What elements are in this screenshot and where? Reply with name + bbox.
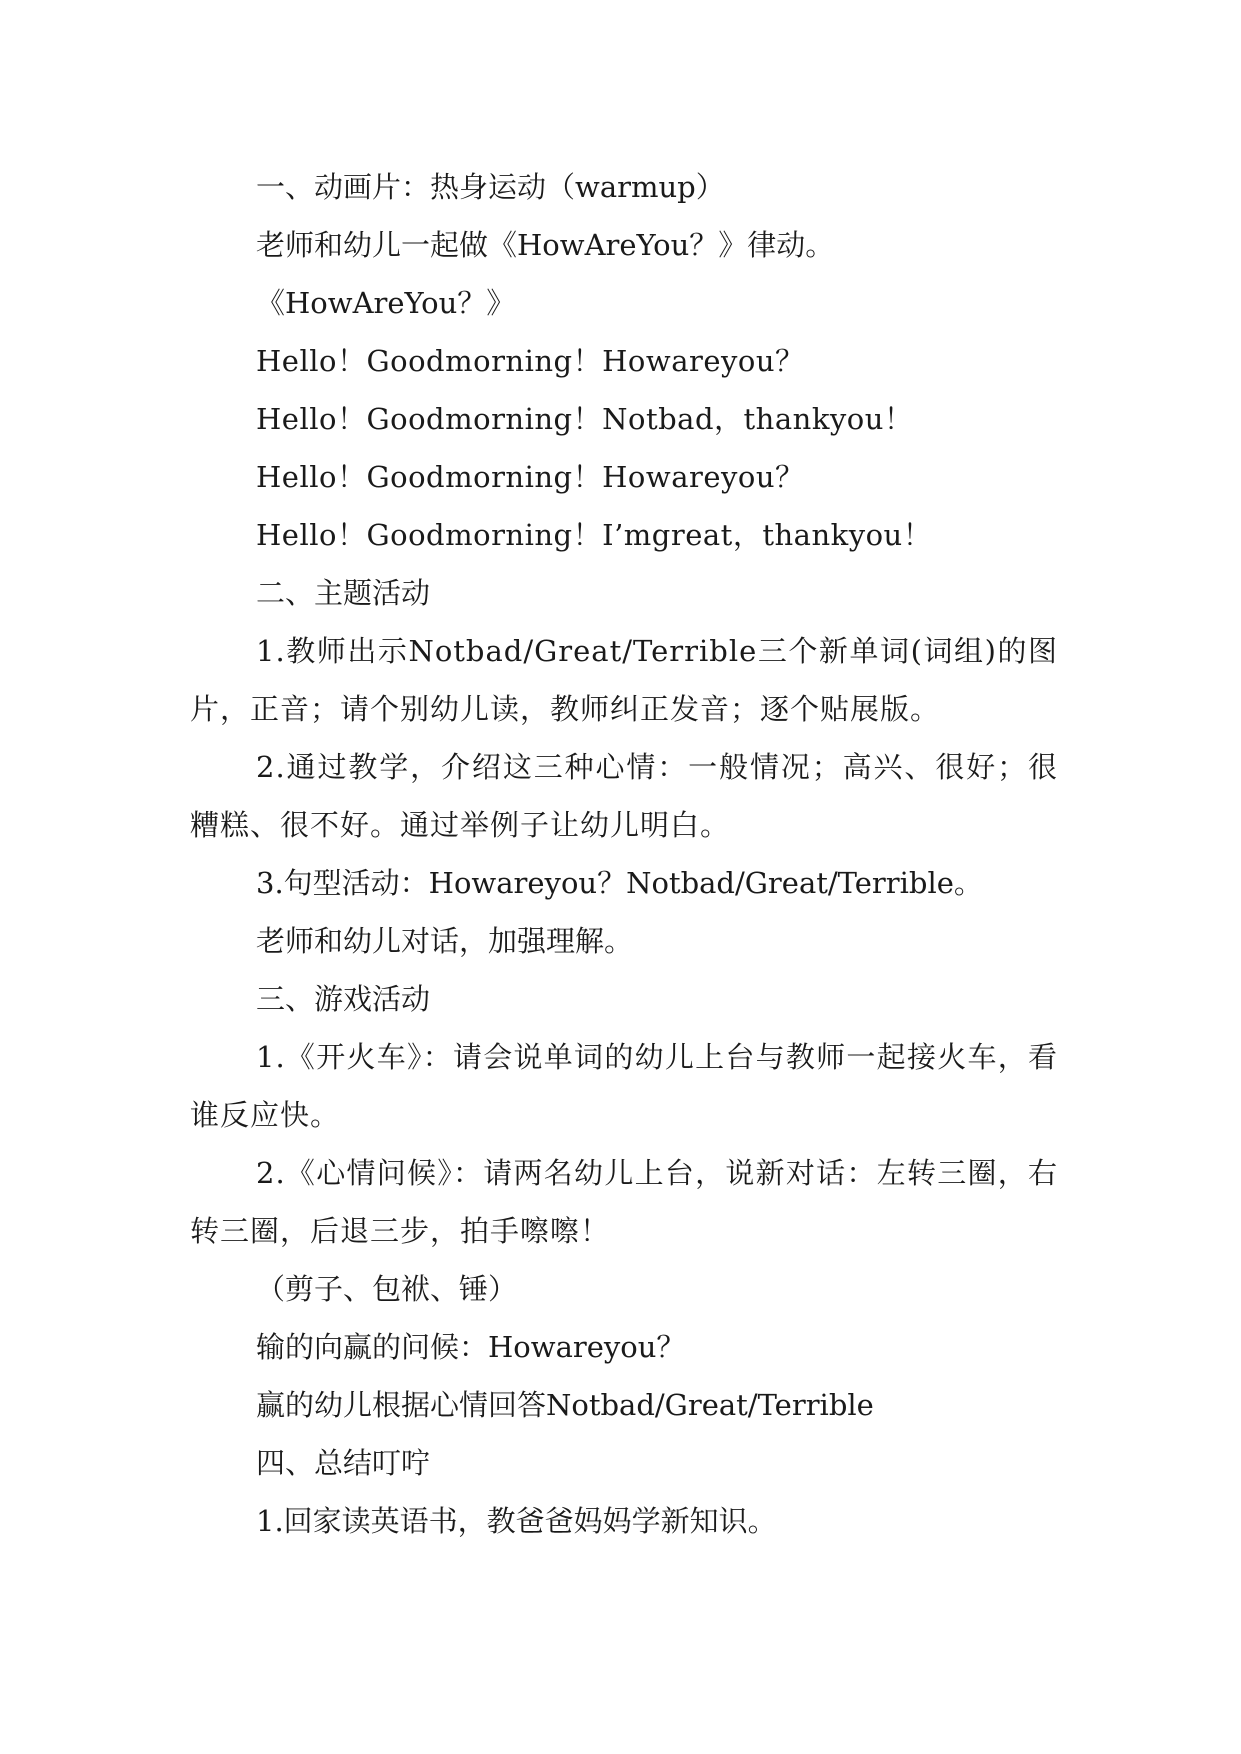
song-line: Hello！Goodmorning！Howareyou？	[256, 344, 805, 378]
song-line: Hello！Goodmorning！Howareyou？	[256, 460, 805, 494]
section-heading-warmup: 一、动画片：热身运动（warmup）	[256, 170, 725, 204]
paragraph: 3.句型活动：Howareyou？Notbad/Great/Terrible。	[256, 866, 983, 900]
song-line: Hello！Goodmorning！Notbad，thankyou！	[256, 402, 914, 436]
paragraph: 老师和幼儿一起做《HowAreYou？》律动。	[256, 228, 835, 262]
paragraph: 2.通过教学，介绍这三种心情：一般情况；高兴、很好；很糟糕、很不好。通过举例子让幼儿明白。	[190, 750, 1058, 842]
song-line: Hello！Goodmorning！I’mgreat，thankyou！	[256, 518, 933, 552]
section-heading-theme: 二、主题活动	[256, 576, 431, 610]
song-title: 《HowAreYou？》	[256, 286, 516, 320]
paragraph: 赢的幼儿根据心情回答Notbad/Great/Terrible	[256, 1388, 874, 1422]
paragraph: 1.教师出示Notbad/Great/Terrible三个新单词(词组)的图片，正音；请个别幼儿读，教师纠正发音；逐个贴展版。	[190, 634, 1058, 726]
document-body	[190, 158, 1058, 1550]
section-heading-games: 三、游戏活动	[256, 982, 431, 1016]
section-heading-summary: 四、总结叮咛	[256, 1446, 431, 1480]
paragraph: 1.《开火车》：请会说单词的幼儿上台与教师一起接火车，看谁反应快。	[190, 1040, 1058, 1132]
paragraph: （剪子、包袱、锤）	[256, 1272, 518, 1306]
paragraph: 老师和幼儿对话，加强理解。	[256, 924, 634, 958]
paragraph: 2.《心情问候》：请两名幼儿上台，说新对话：左转三圈，右转三圈，后退三步，拍手嚓嚓！	[190, 1156, 1058, 1248]
paragraph: 输的向赢的问候：Howareyou？	[256, 1330, 686, 1364]
paragraph: 1.回家读英语书，教爸爸妈妈学新知识。	[256, 1504, 777, 1538]
